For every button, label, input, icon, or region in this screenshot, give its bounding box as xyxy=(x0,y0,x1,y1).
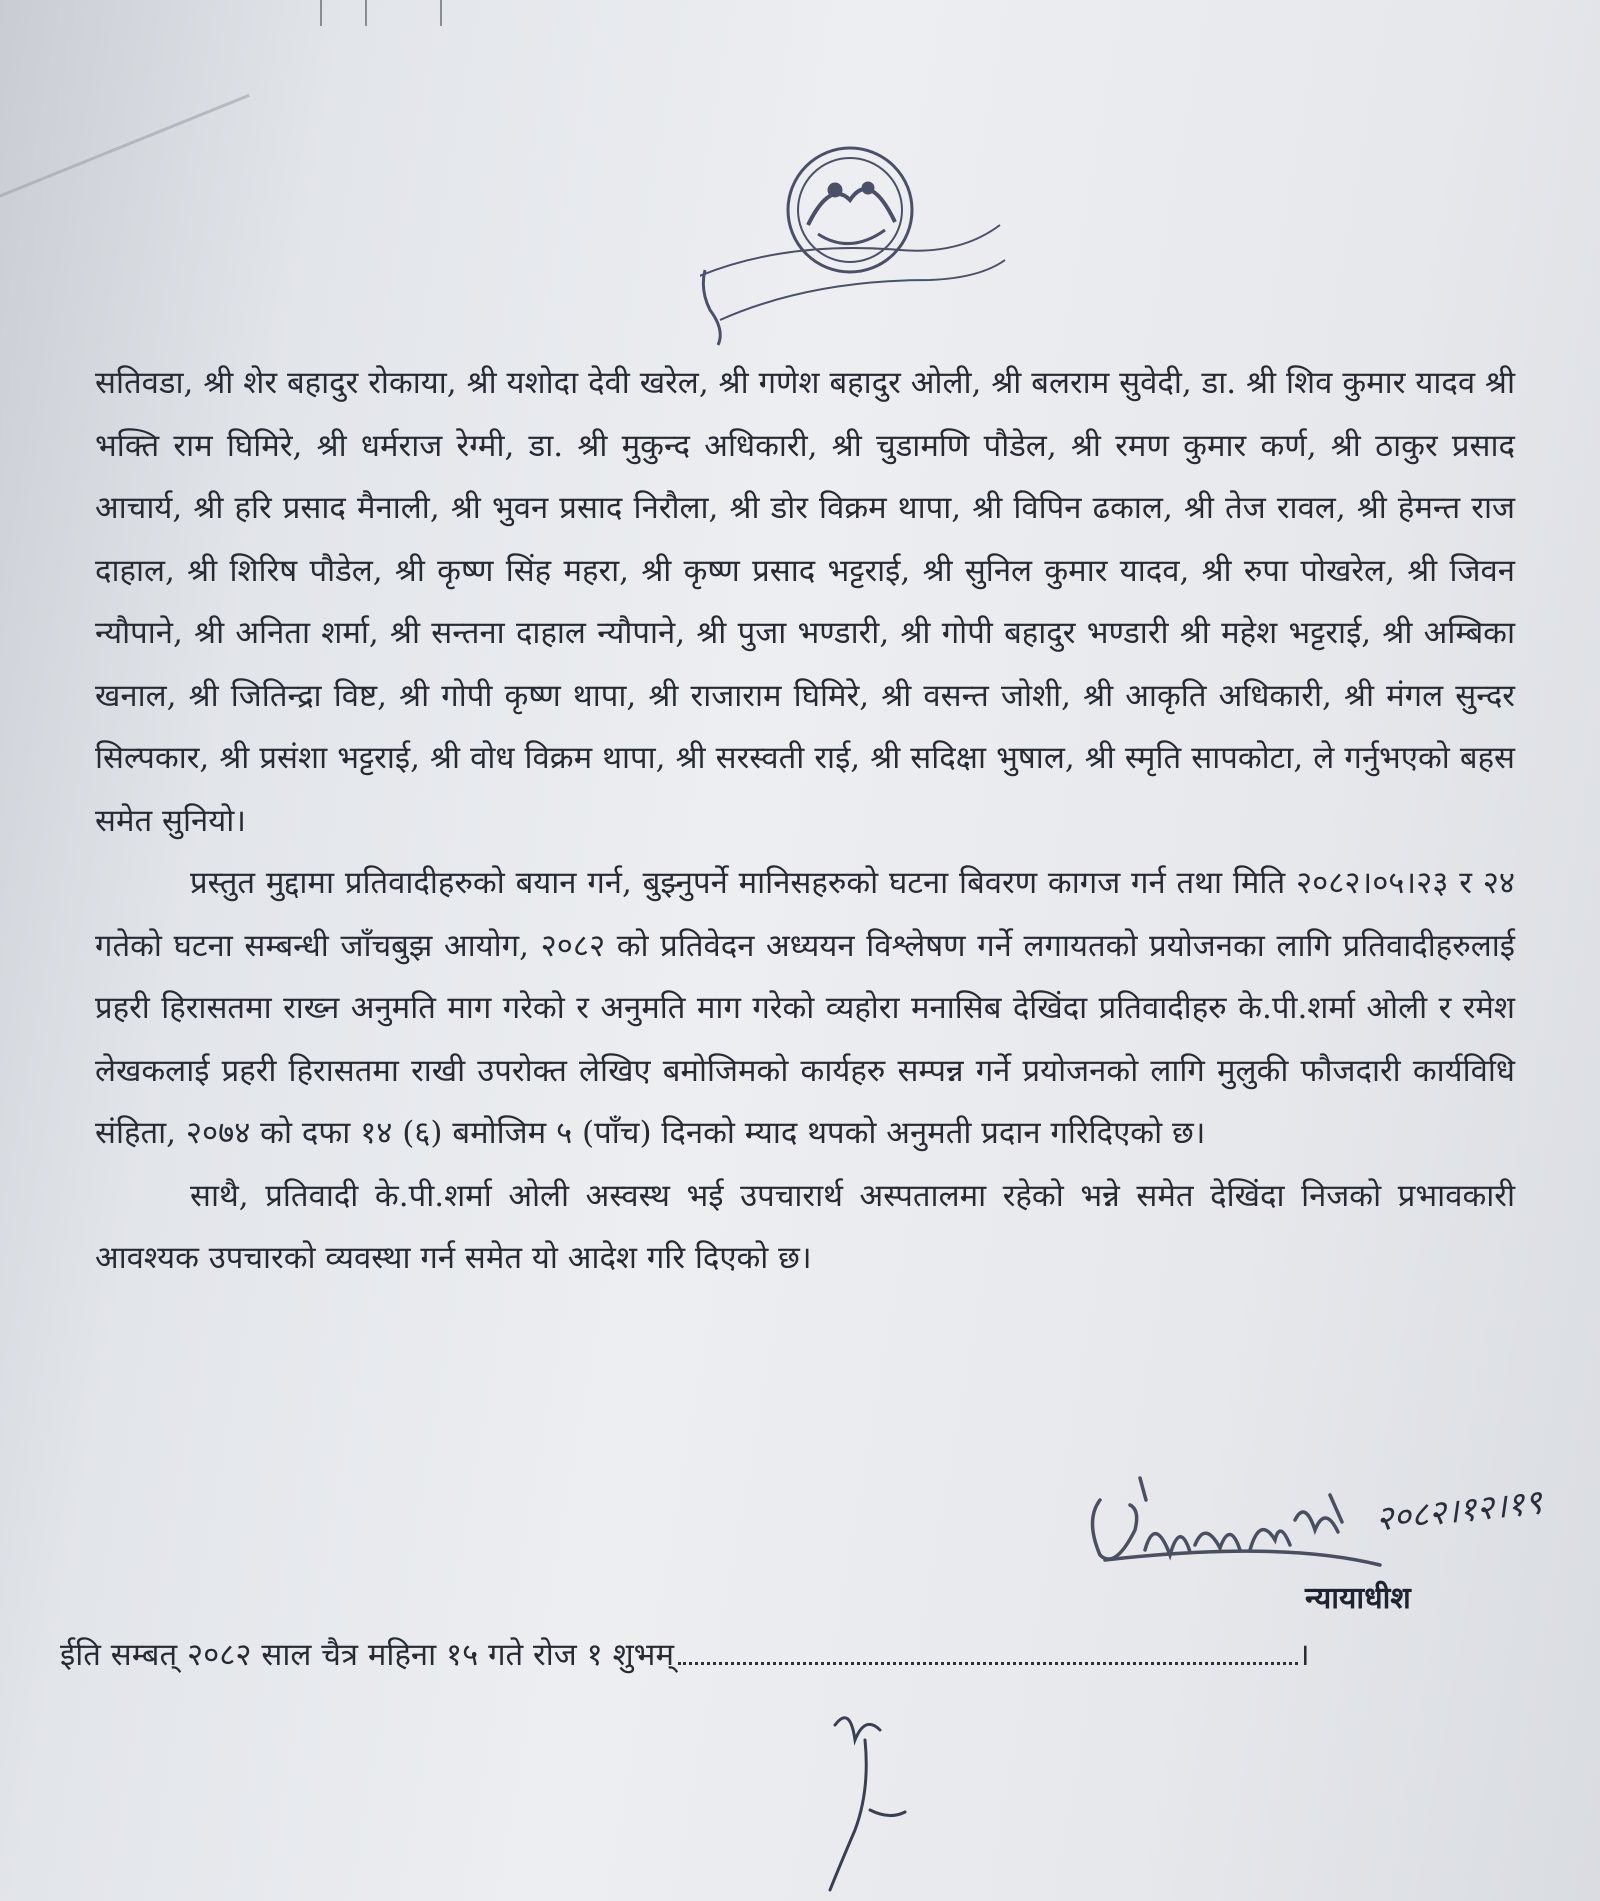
court-seal-stamp xyxy=(700,130,1020,350)
paper-fold-mark xyxy=(0,94,250,209)
order-body xyxy=(95,352,1515,1290)
judge-title: न्यायाधीश xyxy=(1305,1581,1411,1616)
closing-end-mark: । xyxy=(1298,1637,1310,1673)
closing-text: ईति सम्बत् २०८२ साल चैत्र महिना १५ गते रोज १ शुभम् xyxy=(60,1637,675,1673)
top-edge-marks xyxy=(280,0,580,26)
paragraph-order: प्रस्तुत मुद्दामा प्रतिवादीहरुको बयान गर्न, बुझ्नुपर्ने मानिसहरुको घटना बिवरण कागज गर्न तथा मिति २०८२।०५।२३ र २४ गतेको घटना सम्बन्धी जाँचबुझ आयोग, २०८२ को प्रतिवेदन अध्ययन विश्लेषण गर्ने लगायतको प्रयोजनका लागि प्रतिवादीहरुलाई प्रहरी हिरासतमा राख्न अनुमति माग गरेको र अनुमति माग गरेको व्यहोरा मनासिब देखिंदा प्रतिवादीहरु के.पी.शर्मा ओली र रमेश लेखकलाई प्रहरी हिरासतमा राखी उपरोक्त लेखिए बमोजिमको कार्यहरु सम्पन्न गर्ने प्रयोजनको लागि मुलुकी फौजदारी कार्यविधि संहिता, २०७४ को दफा १४ (६) बमोजिम ५ (पाँच) दिनको म्याद थपको अनुमती प्रदान गरिदिएको छ। xyxy=(95,865,1515,1151)
dotted-fill xyxy=(678,1640,1298,1665)
signature-date: २०८२।१२।१९ xyxy=(1373,1482,1545,1540)
closing-line xyxy=(60,1633,1560,1683)
paragraph-treatment: साथै, प्रतिवादी के.पी.शर्मा ओली अस्वस्थ भई उपचारार्थ अस्पतालमा रहेको भन्ने समेत देखिंदा निजको प्रभावकारी आवश्यक उपचारको व्यवस्था गर्न समेत यो आदेश गरि दिएको छ। xyxy=(95,1177,1515,1276)
paragraph-names: सतिवडा, श्री शेर बहादुर रोकाया, श्री यशोदा देवी खरेल, श्री गणेश बहादुर ओली, श्री बलराम सुवेदी, डा. श्री शिव कुमार यादव श्री भक्ति राम घिमिरे, श्री धर्मराज रेग्मी, डा. श्री मुकुन्द अधिकारी, श्री चुडामणि पौडेल, श्री रमण कुमार कर्ण, श्री ठाकुर प्रसाद आचार्य, श्री हरि प्रसाद मैनाली, श्री भुवन प्रसाद निरौला, श्री डोर विक्रम थापा, श्री विपिन ढकाल, श्री तेज रावल, श्री हेमन्त राज दाहाल, श्री शिरिष पौडेल, श्री कृष्ण सिंह महरा, श्री कृष्ण प्रसाद भट्टराई, श्री सुनिल कुमार यादव, श्री रुपा पोखरेल, श्री जिवन न्यौपाने, श्री अनिता शर्मा, श्री सन्तना दाहाल न्यौपाने, श्री पुजा भण्डारी, श्री गोपी बहादुर भण्डारी श्री महेश भट्टराई, श्री अम्बिका खनाल, श्री जितिन्द्रा विष्ट, श्री गोपी कृष्ण थापा, श्री राजाराम घिमिरे, श्री वसन्त जोशी, श्री आकृति अधिकारी, श्री मंगल सुन्दर सिल्पकार, श्री प्रसंशा भट्टराई, श्री वोध विक्रम थापा, श्री सरस्वती राई, श्री सदिक्षा भुषाल, श्री स्मृति सापकोटा, ले गर्नुभएको बहस समेत सुनियो। xyxy=(95,365,1515,839)
handwritten-initial-mark xyxy=(810,1700,930,1900)
